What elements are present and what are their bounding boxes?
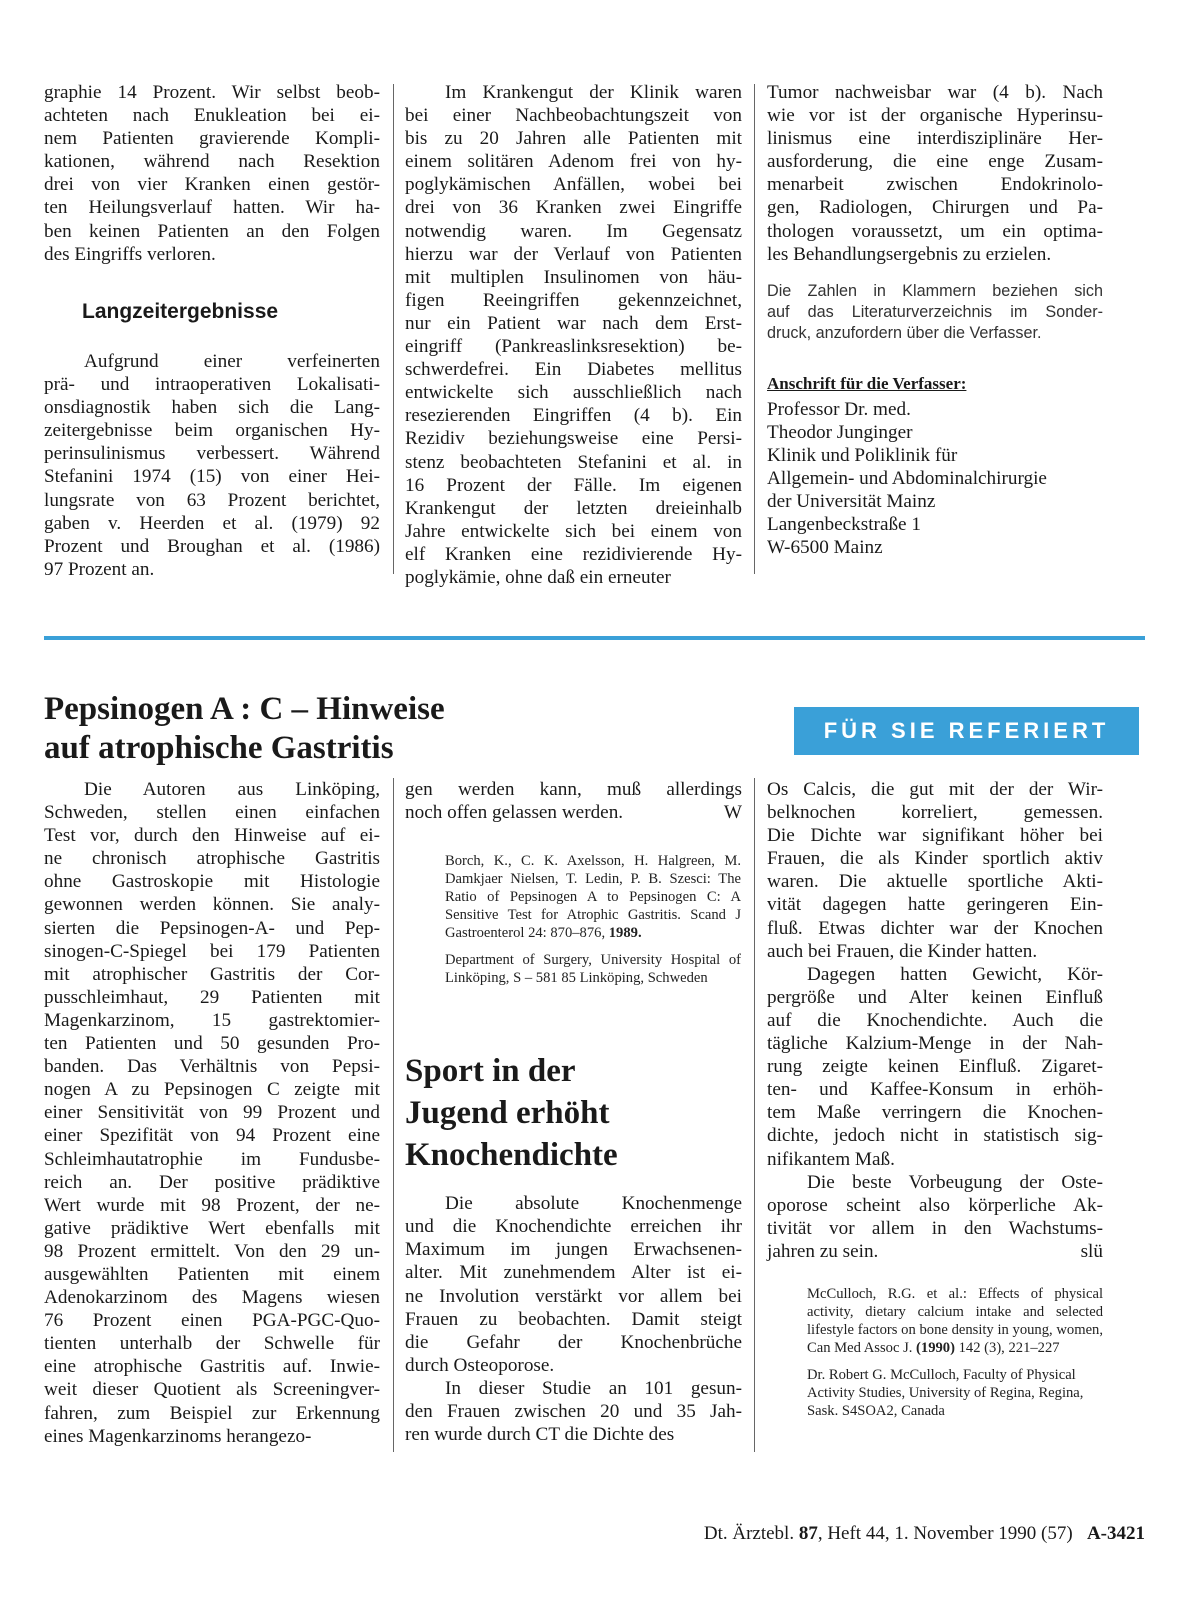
- text-line: Stefanini 1974 (15) von einer Hei-: [44, 466, 380, 488]
- text-line: vität dagegen hatte geringeren Ein-: [767, 894, 1103, 916]
- text-line: fahren, zum Beispiel zur Erkennung: [44, 1402, 380, 1424]
- text-line: Rezidiv beziehungsweise eine Persi-: [405, 428, 742, 450]
- section-badge: FÜR SIE REFERIERT: [794, 707, 1139, 755]
- text-line: menarbeit zwischen Endokrinolo-: [767, 174, 1103, 196]
- text-line: waren. Die aktuelle sportliche Akti-: [767, 871, 1103, 893]
- article1-title-line1: Pepsinogen A : C – Hinweise: [44, 691, 445, 727]
- text-line: poglykämie, ohne daß ein erneuter: [405, 566, 671, 588]
- text-line: Dagegen hatten Gewicht, Kör-: [807, 963, 1103, 985]
- text-line: resezierenden Eingriffen (4 b). Ein: [405, 405, 742, 427]
- column-divider: [754, 84, 755, 574]
- section-divider-rule: [44, 636, 1145, 640]
- text-line: onsdiagnostik haben sich die Lang-: [44, 397, 380, 419]
- article1-ref-year: 1989.: [608, 925, 642, 942]
- text-line: ohne Gastroskopie mit Histologie: [44, 871, 380, 893]
- text-line: entwickelte sich ausschließlich nach: [405, 382, 742, 404]
- text-line: rung zeigte keinen Einfluß. Zigaret-: [767, 1056, 1103, 1078]
- text-line: banden. Das Verhältnis von Pepsi-: [44, 1056, 380, 1078]
- article2-col3-para1: [767, 778, 1103, 963]
- text-line: belknochen korreliert, gemessen.: [767, 802, 1103, 824]
- text-line: 76 Prozent einen PGA-PGC-Quo-: [44, 1310, 380, 1332]
- article1-continuation-lines: [405, 778, 742, 824]
- article2-ref-pages: 142 (3), 221–227: [954, 1339, 1060, 1356]
- article2-title-line: Sport in der: [405, 1053, 576, 1090]
- text-line: Die Zahlen in Klammern beziehen sich: [767, 281, 1103, 300]
- address-heading: Anschrift für die Verfasser:: [767, 373, 967, 393]
- text-line: perinsulinismus verbessert. Während: [44, 443, 380, 465]
- text-line: ten- und Kaffee-Konsum in erhöh-: [767, 1079, 1103, 1101]
- text-line: zeitergebnisse beim organischen Hy-: [44, 420, 380, 442]
- text-line: ne chronisch atrophische Gastritis: [44, 848, 380, 870]
- footer-journal: Dt. Ärztebl.: [703, 1523, 799, 1544]
- text-line: fluß. Etwas dichter war der Knochen: [767, 917, 1103, 939]
- article2-ref-year: (1990): [916, 1339, 955, 1356]
- text-line: einem solitären Adenom frei von hy-: [405, 151, 742, 173]
- text-line: wie vor ist der organische Hyperinsu-: [767, 105, 1103, 127]
- text-line: gewonnen werden können. Sie analy-: [44, 894, 380, 916]
- text-line: [405, 801, 742, 824]
- text-line: figen Reeingriffen gekennzeichnet,: [405, 289, 742, 311]
- text-line: oporose scheint also körperliche Ak-: [767, 1194, 1103, 1216]
- column-divider: [754, 778, 755, 1452]
- text-line: bis zu 20 Jahren alle Patienten mit: [405, 128, 742, 150]
- text-line: den Frauen zwischen 20 und 35 Jah-: [405, 1401, 742, 1423]
- text-line: Professor Dr. med.: [767, 398, 911, 420]
- text-line: einer Spezifität von 94 Prozent eine: [44, 1125, 380, 1147]
- top-col3-para1: [767, 81, 1103, 266]
- article2-title-line: Jugend erhöht: [405, 1095, 610, 1132]
- text-line: Wert wurde mit 98 Prozent, der ne-: [44, 1194, 380, 1216]
- text-line: sinogen-C-Spiegel bei 179 Patienten: [44, 940, 380, 962]
- text-line: des Eingriffs verloren.: [44, 243, 216, 265]
- text-line: einer Sensitivität von 99 Prozent und: [44, 1102, 380, 1124]
- text-line: Jahre entwickelte sich bei einem von: [405, 520, 742, 542]
- top-col3: [767, 81, 1103, 559]
- text-line: der Universität Mainz: [767, 491, 936, 513]
- text-line: eine atrophische Gastritis auf. Inwie-: [44, 1356, 380, 1378]
- footer-volume: 87: [798, 1523, 818, 1544]
- text-line: graphie 14 Prozent. Wir selbst beob-: [44, 82, 380, 103]
- column-divider: [393, 84, 394, 574]
- text-line: Os Calcis, die gut mit der der Wir-: [767, 779, 1103, 800]
- text-line: reich an. Der positive prädiktive: [44, 1171, 380, 1193]
- article2-title-line: Knochendichte: [405, 1137, 618, 1174]
- text-line: Test vor, durch den Hinweise auf ei-: [44, 825, 380, 847]
- text-line: Die beste Vorbeugung der Oste-: [807, 1171, 1103, 1193]
- text-line: gaben v. Heerden et al. (1979) 92: [44, 512, 380, 534]
- text-line: Die absolute Knochenmenge: [445, 1193, 742, 1215]
- text-line: nogen A zu Pepsinogen C zeigte mit: [44, 1079, 380, 1101]
- line-text: noch offen gelassen werden.: [405, 802, 624, 824]
- top-col2-para1: [405, 81, 742, 589]
- text-line: Langenbeckstraße 1: [767, 514, 921, 536]
- text-line: Klinik und Poliklinik für: [767, 444, 958, 466]
- text-line: Allgemein- und Abdominalchirurgie: [767, 468, 1047, 490]
- article2-col2: [405, 1192, 742, 1446]
- text-line: Frauen, die als Kinder sportlich aktiv: [767, 848, 1103, 870]
- text-line: Die Dichte war signifikant höher bei: [767, 825, 1103, 847]
- text-line: alter. Mit zunehmendem Alter ist ei-: [405, 1262, 742, 1284]
- article2-ref-text: McCulloch, R.G. et al.: Effects of physical activity, dietary calcium intake and selected lifestyle factors on bone density in young, women, Can Med Assoc J.: [807, 1285, 1103, 1356]
- text-line: ten Patienten und 50 gesunden Pro-: [44, 1033, 380, 1055]
- text-line: hierzu war der Verlauf von Patienten: [405, 243, 742, 265]
- text-line: ausgewählten Patienten mit einem: [44, 1263, 380, 1285]
- footer-issue: , Heft 44, 1. November 1990 (57): [817, 1523, 1073, 1544]
- text-line: tivität vor allem in den Wachstums-: [767, 1217, 1103, 1239]
- article2-col3-para3: [767, 1171, 1103, 1263]
- author-signature: W: [723, 802, 742, 824]
- text-line: elf Kranken eine rezidivierende Hy-: [405, 543, 742, 565]
- subheading-langzeitergebnisse: Langzeitergebnisse: [82, 300, 279, 323]
- top-col2: [405, 81, 742, 589]
- text-line: Aufgrund einer verfeinerten: [84, 351, 380, 372]
- text-line: Theodor Junginger: [767, 421, 913, 443]
- text-line: Tumor nachweisbar war (4 b). Nach: [767, 82, 1103, 103]
- text-line: dichte, jedoch nicht in statistisch sig-: [767, 1125, 1103, 1147]
- text-line: les Behandlungsergebnis zu erzielen.: [767, 243, 1052, 265]
- text-line: gen werden kann, muß allerdings: [405, 779, 742, 800]
- text-line: Adenokarzinom des Magens wiesen: [44, 1287, 380, 1309]
- text-line: Maximum im jungen Erwachsenen-: [405, 1239, 742, 1261]
- article1-reference: [445, 852, 741, 942]
- text-line: und die Knochendichte erreichen ihr: [405, 1216, 742, 1238]
- text-line: Krankengut der letzten dreieinhalb: [405, 497, 742, 519]
- text-line: 98 Prozent ermittelt. Von den 29 un-: [44, 1240, 380, 1262]
- text-line: Die Autoren aus Linköping,: [84, 779, 380, 800]
- text-line: achteten nach Enukleation bei ei-: [44, 105, 380, 127]
- article2-col3-para2: [767, 963, 1103, 1171]
- top-col1: [44, 81, 380, 266]
- text-line: gative prädiktive Wert ebenfalls mit: [44, 1217, 380, 1239]
- author-address: [767, 398, 1103, 560]
- footer-page-number: A-3421: [1086, 1523, 1145, 1544]
- article1-title: [44, 690, 445, 768]
- text-line: lungsrate von 63 Prozent berichtet,: [44, 489, 380, 511]
- text-line: tienten unterhalb der Schwelle für: [44, 1333, 380, 1355]
- text-line: prä- und intraoperativen Lokalisati-: [44, 374, 380, 396]
- text-line: Schweden, stellen einen einfachen: [44, 802, 380, 824]
- article1-col1: [44, 778, 380, 1448]
- article1-title-line2: auf atrophische Gastritis: [44, 730, 394, 766]
- page-footer: [600, 1523, 1145, 1545]
- text-line: ausforderung, die eine enge Zusam-: [767, 151, 1103, 173]
- text-line: 16 Prozent der Fälle. Im eigenen: [405, 474, 742, 496]
- text-line: pusschleimhaut, 29 Patienten mit: [44, 986, 380, 1008]
- text-line: bei einer Nachbeobachtungszeit von: [405, 105, 742, 127]
- text-line: ren wurde durch CT die Dichte des: [405, 1424, 675, 1446]
- text-line: die Gefahr der Knochenbrüche: [405, 1331, 742, 1353]
- top-col1-para2: [44, 350, 380, 581]
- text-line: eines Magenkarzinoms herangezo-: [44, 1425, 312, 1447]
- text-line: poglykämischen Anfällen, wobei bei: [405, 174, 742, 196]
- text-line: In dieser Studie an 101 gesun-: [445, 1377, 742, 1399]
- column-divider: [393, 778, 394, 1452]
- article2-title: [405, 1050, 742, 1176]
- text-line: nem Patienten gravierende Kompli-: [44, 128, 380, 150]
- text-line: stenz beobachteten Stefanini et al. in: [405, 451, 742, 473]
- top-col1-para1: [44, 81, 380, 266]
- text-line: kationen, während nach Resektion: [44, 151, 380, 173]
- text-line: tem Maße verringern die Knochen-: [767, 1102, 1103, 1124]
- text-line: drei von 36 Kranken zwei Eingriffe: [405, 197, 742, 219]
- bottom-col2: [405, 778, 742, 1446]
- text-line: ben keinen Patienten an den Folgen: [44, 220, 380, 242]
- article1-affiliation: Department of Surgery, University Hospital of Linköping, S – 581 85 Linköping, Schweden: [445, 952, 741, 987]
- text-line: mit multiplen Insulinomen von häu-: [405, 266, 742, 288]
- text-line: mit atrophischer Gastritis der Cor-: [44, 963, 380, 985]
- text-line: W-6500 Mainz: [767, 537, 883, 559]
- article1-body: [44, 778, 380, 1448]
- text-line: eingriff (Pankreaslinksresektion) be-: [405, 336, 742, 358]
- bottom-col3: [767, 778, 1103, 1429]
- article2-col2-lines: [405, 1192, 742, 1446]
- text-line: 97 Prozent an.: [44, 558, 155, 580]
- text-line: Im Krankengut der Klinik waren: [445, 82, 742, 103]
- article1-ref-text: Borch, K., C. K. Axelsson, H. Halgreen, M. Damkjaer Nielsen, T. Ledin, P. B. Szesci: The Ratio of Pepsinogen A to Pepsinogen C: A Sensitive Test for Atrophic Gastritis. Scand J Gastroenterol 24: 870–876,: [445, 853, 741, 942]
- article2-col3: [767, 778, 1103, 1263]
- article2-affiliation: Dr. Robert G. McCulloch, Faculty of Physical Activity Studies, University of Regina, Regina, Sask. S4SOA2, Canada: [807, 1366, 1084, 1419]
- text-line: auf die Knochendichte. Auch die: [767, 1009, 1103, 1031]
- line-text: jahren zu sein.: [767, 1240, 879, 1262]
- text-line: thologen voraussetzt, um ein optima-: [767, 220, 1103, 242]
- text-line: Frauen zu beobachten. Damit steigt: [405, 1308, 742, 1330]
- text-line: notwendig waren. Im Gegensatz: [405, 220, 742, 242]
- text-line: pergröße und Alter keinen Einfluß: [767, 986, 1103, 1008]
- text-line: tägliche Kalzium-Menge in der Nah-: [767, 1033, 1103, 1055]
- text-line: durch Osteoporose.: [405, 1354, 555, 1376]
- text-line: auch bei Frauen, die Kinder hatten.: [767, 940, 1038, 962]
- text-line: drei von vier Kranken einen gestör-: [44, 174, 380, 196]
- text-line: Magenkarzinom, 15 gastrektomier-: [44, 1009, 380, 1031]
- text-line: schwerdefrei. Ein Diabetes mellitus: [405, 359, 742, 381]
- text-line: [767, 1240, 1103, 1263]
- text-line: auf das Literaturverzeichnis im Sonder-: [767, 302, 1103, 321]
- text-line: Prozent und Broughan et al. (1986): [44, 535, 380, 557]
- text-line: nifikantem Maß.: [767, 1148, 895, 1170]
- author-signature: slü: [1080, 1240, 1103, 1262]
- text-line: gen, Radiologen, Chirurgen und Pa-: [767, 197, 1103, 219]
- text-line: nur ein Patient war nach dem Erst-: [405, 312, 742, 334]
- article2-reference: [807, 1285, 1103, 1357]
- text-line: linismus eine interdisziplinäre Her-: [767, 128, 1103, 150]
- text-line: Schleimhautatrophie im Fundusbe-: [44, 1148, 380, 1170]
- literature-note: [767, 281, 1103, 344]
- article1-continuation: [405, 778, 742, 824]
- text-line: ne Involution verstärkt vor allem bei: [405, 1285, 742, 1307]
- text-line: druck, anzufordern über die Verfasser.: [767, 323, 1042, 342]
- text-line: weit dieser Quotient als Screeningver-: [44, 1379, 380, 1401]
- text-line: sierten die Pepsinogen-A- und Pep-: [44, 917, 380, 939]
- top-col1-lower: [44, 350, 380, 581]
- text-line: ten Heilungsverlauf hatten. Wir ha-: [44, 197, 380, 219]
